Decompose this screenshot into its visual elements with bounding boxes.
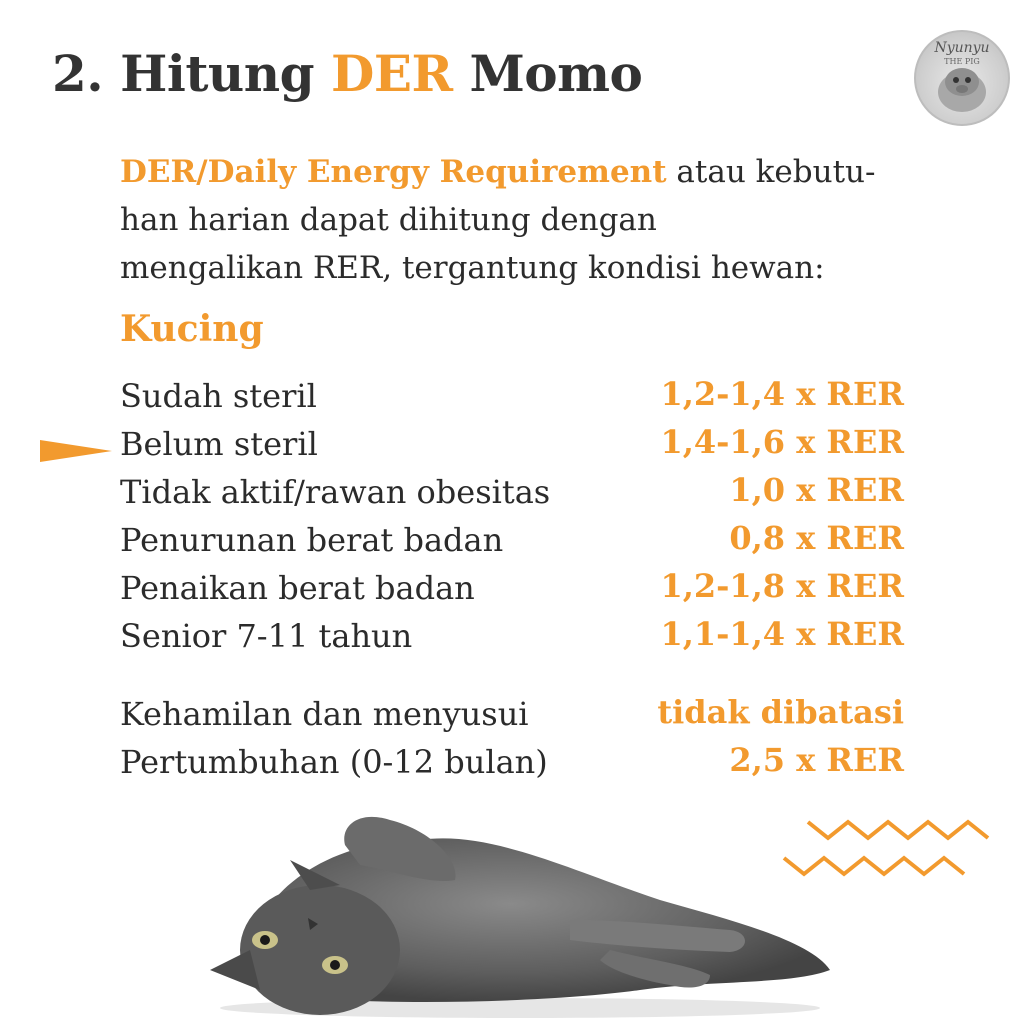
- logo-name: Nyunyu: [934, 40, 990, 56]
- list-item: [120, 612, 904, 660]
- intro-line1-rest: atau kebutu-: [666, 154, 876, 190]
- multiplier-list: [120, 372, 904, 660]
- list-item: [120, 468, 904, 516]
- row-label: Sudah steril: [120, 377, 317, 415]
- row-value: tidak dibatasi: [657, 693, 904, 731]
- row-label: Pertumbuhan (0-12 bulan): [120, 743, 548, 781]
- arrow-pointer-icon: [40, 440, 112, 462]
- list-item: [120, 420, 904, 468]
- list-item: [120, 372, 904, 420]
- cat-photo: [190, 800, 840, 1020]
- intro-paragraph: [120, 148, 920, 292]
- page-title: [52, 44, 642, 103]
- list-item: [120, 516, 904, 564]
- title-prefix: 2. Hitung: [52, 44, 332, 103]
- intro-highlight: DER/Daily Energy Requirement: [120, 154, 667, 190]
- row-value: 1,2-1,4 x RER: [660, 375, 904, 413]
- intro-line-1: [120, 148, 920, 196]
- pig-logo-icon: [916, 32, 1008, 124]
- list-item: [120, 690, 904, 738]
- intro-line-3: mengalikan RER, tergantung kondisi hewan:: [120, 250, 825, 286]
- row-value: 1,2-1,8 x RER: [660, 567, 904, 605]
- title-suffix: Momo: [452, 44, 643, 103]
- multiplier-list-extra: [120, 690, 904, 786]
- list-item: [120, 738, 904, 786]
- title-highlight: DER: [331, 44, 453, 103]
- list-item: [120, 564, 904, 612]
- row-value: 1,1-1,4 x RER: [660, 615, 904, 653]
- row-value: 2,5 x RER: [729, 741, 904, 779]
- logo-sub: THE PIG: [944, 57, 980, 66]
- row-label: Senior 7-11 tahun: [120, 617, 413, 655]
- row-label: Penurunan berat badan: [120, 521, 504, 559]
- row-value: 0,8 x RER: [729, 519, 904, 557]
- row-label: Belum steril: [120, 425, 318, 463]
- row-label: Penaikan berat badan: [120, 569, 475, 607]
- row-label: Kehamilan dan menyusui: [120, 695, 529, 733]
- row-value: 1,0 x RER: [729, 471, 904, 509]
- brand-logo: [914, 30, 1010, 126]
- intro-line-2: han harian dapat dihitung dengan: [120, 202, 657, 238]
- section-title: Kucing: [120, 308, 264, 350]
- row-value: 1,4-1,6 x RER: [660, 423, 904, 461]
- row-label: Tidak aktif/rawan obesitas: [120, 473, 551, 511]
